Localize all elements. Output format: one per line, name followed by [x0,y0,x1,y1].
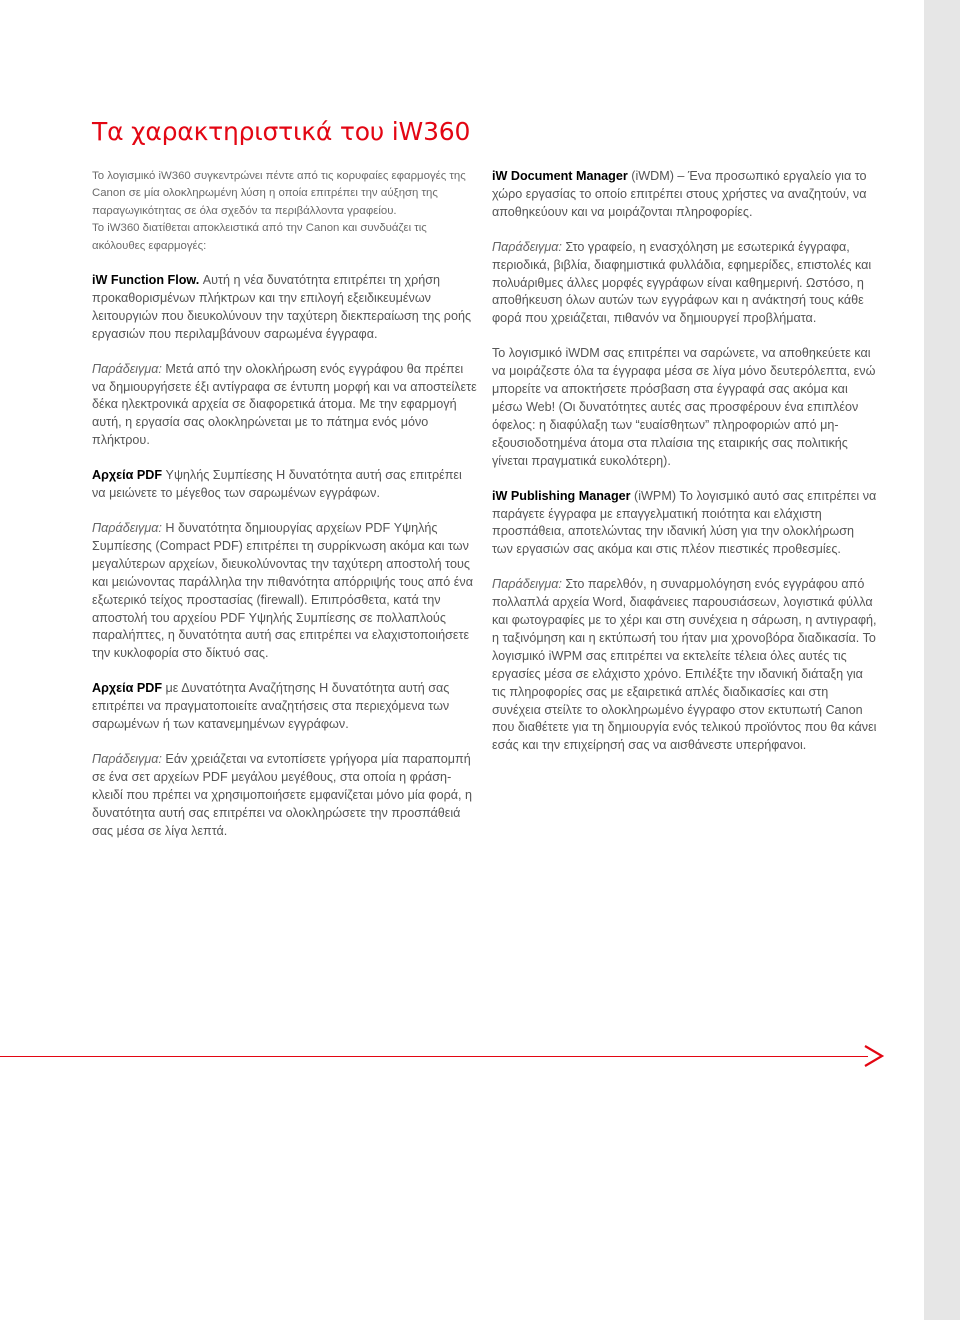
example-label: Παράδειγμα: [92,751,162,766]
example-text: Στο παρελθόν, η συναρμολόγηση ενός εγγράφου από πολλαπλά αρχεία Word, διαφάνειες παρουσιάσεων, λογιστικά φύλλα και φωτογραφίες με το χέρι και στη συνέχεια η σάρωση, η αντιγραφή, η ταξινόμηση και η εκτύπωσή του ήταν μια χρονοβόρα διαδικασία. Το λογισμικό iWPM σας επιτρέπει να εκτελείτε τέλεια όλες αυτές τις εργασίες μέσα σε ελάχιστο χρόνο. Επιλέξτε την ιδανική διάταξη για τις πληροφορίες σας με εξαιρετικά απλές διαδικασίες και στη συνέχεια στείλτε το ολοκληρωμένο έγγραφο στον εκτυπωτή Canon που διαθέτετε για τη δημιουργία ενός τελικού προϊόντος που θα κάνει εσάς και την επιχείρησή σας να αισθάνεστε υπερήφανοι. [492,577,877,753]
compact-pdf-text: Υψηλής Συμπίεσης Η δυνατότητα αυτή σας επιτρέπει να μειώνετε το μέγεθος των σαρωμένων εγγράφων. [92,468,462,501]
example-label: Παράδειγμα: [92,521,162,535]
publishing-manager-paragraph [492,488,877,560]
intro-paragraph-2: Το iW360 διατίθεται αποκλειστικά από την Canon και συνδυάζει τις ακόλουθες εφαρμογές: [92,222,427,252]
document-manager-benefits: Το λογισμικό iWDM σας επιτρέπει να σαρώνετε, να αποθηκεύετε και να μοιράζεστε όλα τα έγγραφα μέσα σε λίγα μόνο δευτερόλεπτα, ενώ μπορείτε να αποκτήσετε πρόσβαση στα έγγραφά σας ακόμα και μέσω Web! (Οι δυνατότητες αυτές σας προσφέρουν ένα επιπλέον όφελος: η διαφύλαξη των “ευαίσθητων” πληροφοριών από μη-εξουσιοδοτημένα άτομα στα πλαίσια της εταιρικής σας πολιτικής γίνεται πραγματικά ευκολότερη). [492,346,876,468]
example-text: Εάν χρειάζεται να εντοπίσετε γρήγορα μία παραπομπή σε ένα σετ αρχείων PDF μεγάλου μεγέθους, στα οποία η φράση-κλειδί που πρέπει να χρησιμοποιήσετε εμφανίζεται μόνο μία φορά, η δυνατότητα αυτή σας επιτρέπει να ολοκληρώσετε την προσπάθειά σας μέσα σε λίγα λεπτά. [92,751,473,838]
function-flow-heading: iW Function Flow. [92,273,200,288]
example-label: Παράδειγμα: [92,361,162,376]
publishing-manager-text: (iWPM) Το λογισμικό αυτό σας επιτρέπει να παράγετε έγγραφα με επαγγελματική ποιότητα και ελάχιστη προσπάθεια, αποτελώντας την ιδανική λύση για την ολοκλήρωση των εργασιών σας ακόμα και στις πλέον πιεστικές προθεσμίες. [492,488,877,557]
compact-pdf-heading-a: Αρχεία [92,468,134,483]
compact-pdf-heading-b: PDF [133,468,163,483]
red-divider [0,1056,868,1057]
example-label: Παράδειγμα: [492,239,562,254]
document-manager-paragraph [492,168,877,222]
document-manager-heading: iW Document Manager [492,169,628,183]
searchable-pdf-example [92,751,477,841]
function-flow-text: Αυτή η νέα δυνατότητα επιτρέπει τη χρήση προκαθορισμένων πλήκτρων και την επιλογή εξειδικευμένων λειτουργιών που διευκολύνουν την ταχύτερη διεκπεραίωση της ροής εργασιών που περιλαμβάνουν σαρωμένα έγγραφα. [92,273,472,341]
searchable-pdf-heading: Αρχεία PDF [92,681,163,696]
chevron-right-icon[interactable] [862,1041,886,1071]
searchable-pdf-paragraph [92,680,477,734]
publishing-manager-example [492,576,877,755]
compact-pdf-example [92,520,477,663]
example-text: Η δυνατότητα δημιουργίας αρχείων PDF Υψηλής Συμπίεσης (Compact PDF) επιτρέπει τη συρρίκνωση ακόμα και των μεγαλύτερων αρχείων, διευκολύνοντας την ταχύτερη αποστολή τους και μειώνοντας παράλληλα την πιθανότητα απόρριψής τους από ένα εξωτερικό τείχος προστασίας (firewall). Επιπρόσθετα, κατά την αποστολή του αρχείου PDF Υψηλής Συμπίεσης σε πολλαπλούς παραλήπτες, η δυνατότητα αυτή σας επιτρέπει να ελαχιστοποιήσετε την κυκλοφορία στο δίκτυό σας. [92,521,473,661]
function-flow-example [92,361,477,451]
searchable-pdf-text: με Δυνατότητα Αναζήτησης Η δυνατότητα αυτή σας επιτρέπει να πραγματοποιείτε αναζητήσεις στα περιεχόμενα των σαρωμένων ή των κατανεμημένων εγγράφων. [92,681,450,732]
example-label: Παράδειγμα: [492,577,562,592]
page-title: Τα χαρακτηριστικά του iW360 [92,117,471,146]
example-text: Μετά από την ολοκλήρωση ενός εγγράφου θα πρέπει να δημιουργήσετε έξι αντίγραφα σε έντυπη μορφή και να αποστείλετε δέκα ηλεκτρονικά αρχεία σε διαφορετικά άτομα. Με την εφαρμογή αυτή, η εργασία σας ολοκληρώνεται με το πάτημα ενός μόνο πλήκτρου. [92,361,477,448]
left-column [92,168,477,841]
publishing-manager-heading: iW Publishing Manager [492,488,631,503]
right-column [492,168,877,755]
document-manager-example [492,239,877,329]
intro-paragraph: Το λογισμικό iW360 συγκεντρώνει πέντε από τις κορυφαίες εφαρμογές της Canon σε μία ολοκληρωμένη λύση η οποία επιτρέπει την αύξηση της παραγωγικότητας σε όλα σχεδόν τα περιβάλλοντα γραφείου. [92,170,466,217]
document-manager-text: (iWDM) – Ένα προσωπικό εργαλείο για το χώρο εργασίας το οποίο επιτρέπει στους χρήστες να αναζητούν, να αποθηκεύουν και να μοιράζονται πληροφορίες. [492,169,867,219]
compact-pdf-paragraph [92,467,477,503]
function-flow-paragraph [92,272,477,344]
example-text: Στο γραφείο, η ενασχόληση με εσωτερικά έγγραφα, περιοδικά, βιβλία, διαφημιστικά φυλλάδια, εφημερίδες, επιστολές και πολυάριθμες άλλες μορφές εγγράφων είναι καθημερινή. Ωστόσο, η αποθήκευση όλων αυτών των εγγράφων και η ανάκτησή τους κάθε φορά που χρειάζεται, πιθανόν να δημιουργεί προβλήματα. [492,239,872,326]
